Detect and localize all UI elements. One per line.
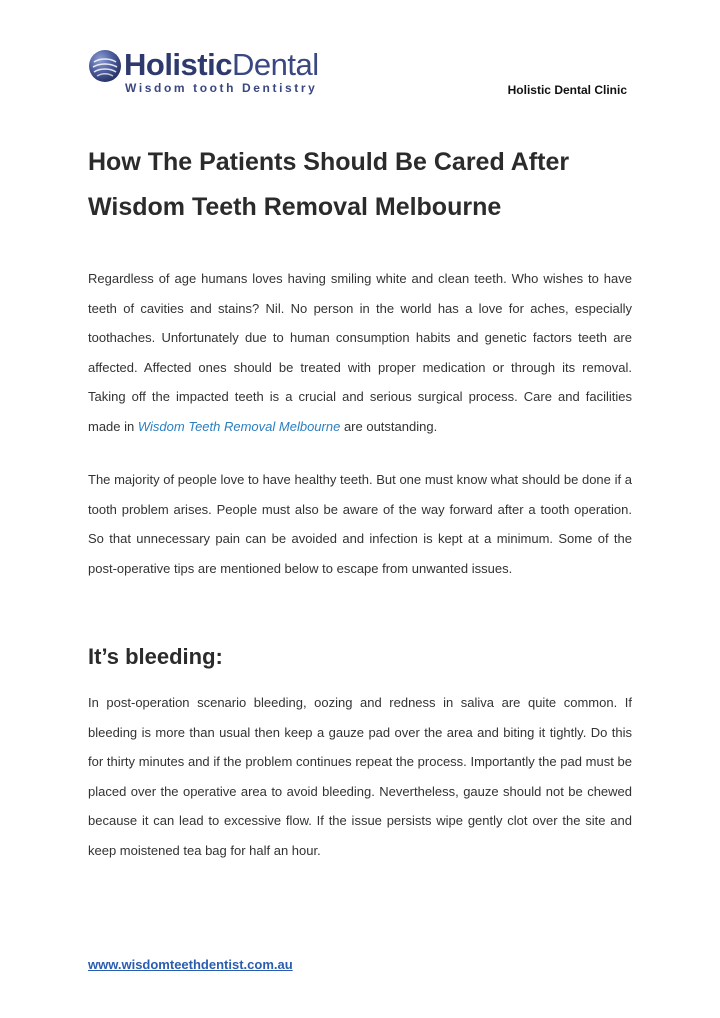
tooth-sphere-logo-icon [88,49,122,83]
logo-wordmark [124,47,319,83]
intro-paragraph [88,264,632,442]
wisdom-teeth-removal-link[interactable]: Wisdom Teeth Removal Melbourne [137,418,341,434]
document-title: How The Patients Should Be Cared After Wisdom Teeth Removal Melbourne [88,148,570,221]
clinic-name: Holistic Dental Clinic [507,83,627,97]
section-heading-bleeding: It’s bleeding: [88,644,223,669]
website-link[interactable]: www.wisdomteethdentist.com.au [88,957,293,972]
bleeding-paragraph: In post-operation scenario bleeding, oozing and redness in saliva are quite common. If bleeding is more than usual then keep a gauze pad over the area and biting it tightly. Do this for thirty minutes and if the problem continues repeat the process. Importantly the pad must be placed over the operative area to avoid bleeding. Nevertheless, gauze should not be chewed because it can lead to excessive flow. If the issue persists wipe gently clot over the site and keep moistened tea bag for half an hour. [88,695,632,858]
logo-tagline: Wisdom tooth Dentistry [125,81,318,95]
intro-text-after-link: are outstanding. [340,418,438,434]
logo-brand-regular: Dental [231,47,319,82]
intro-text-before-link: Regardless of age humans loves having smiling white and clean teeth. Who wishes to have teeth of cavities and stains? Nil. No person in the world has a love for aches, especially toothaches. Unfortunately due to human consumption habits and genetic factors teeth are affected. Affected ones should be treated with proper medication or through its removal. Taking off the impacted teeth is a crucial and serious surgical process. Care and facilities made in [88,271,632,434]
logo-brand-bold: Holistic [124,47,232,82]
holistic-dental-logo[interactable] [88,47,328,99]
second-paragraph: The majority of people love to have healthy teeth. But one must know what should be done if a tooth problem arises. People must also be aware of the way forward after a tooth operation. So that unnecessary pain can be avoided and infection is kept at a minimum. Some of the post-operative tips are mentioned below to escape from unwanted issues. [88,472,632,576]
